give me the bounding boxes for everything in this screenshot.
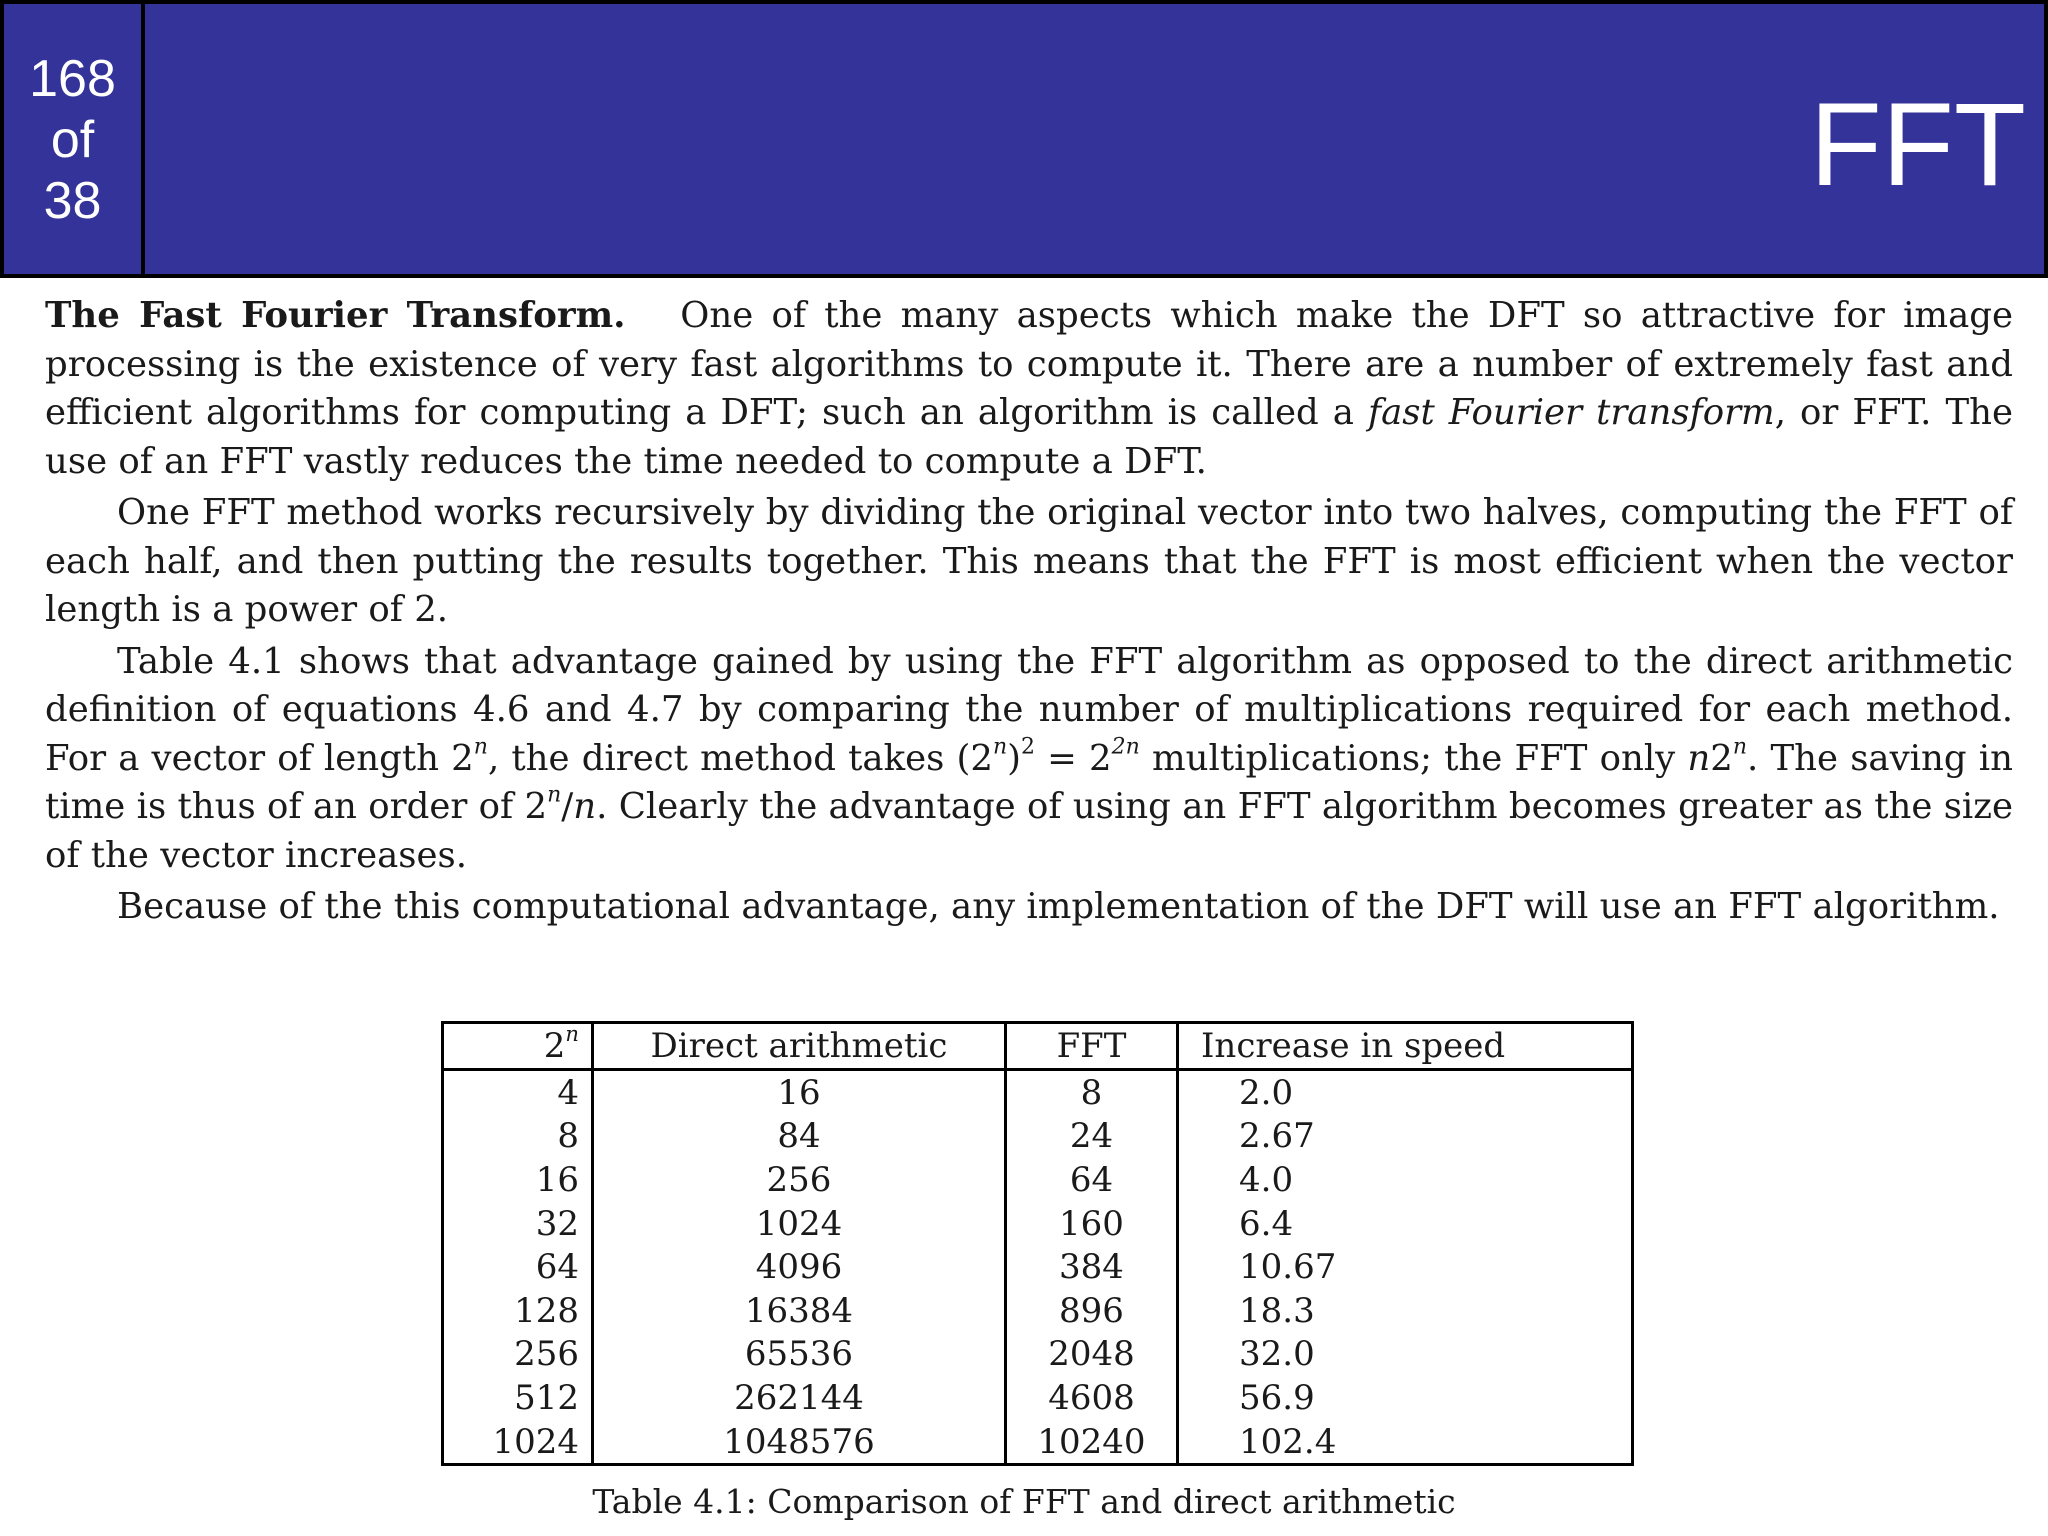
header-increase-in-speed: Increase in speed [1178,1023,1633,1070]
slide-body [45,292,2013,935]
header-direct-arithmetic: Direct arithmetic [593,1023,1006,1070]
page-total: 38 [43,172,102,230]
p3-exp-2: n [992,734,1008,759]
page-number: 168 [29,50,116,108]
p3-exp-5: n [1732,734,1748,759]
table-row: 8 84 24 2.67 [443,1115,1633,1159]
slide-header [0,0,2048,278]
slide-title: FFT [1809,79,2026,211]
p3-exp-4: 2n [1111,734,1140,759]
intro-italic-term: fast Fourier transform [1367,392,1775,433]
fft-comparison-table [441,1021,1634,1466]
paragraph-recursive: One FFT method works recursively by dividing the original vector into two halves, computing the FFT of each half, and then putting the results together. This means that the FFT is most efficient when the vector length is a power of 2. [45,492,2013,630]
p3-f: 2 [1710,737,1733,779]
page-of-label: of [50,111,95,169]
p3-exp-3: 2 [1020,734,1035,759]
paragraph-intro [45,292,2013,486]
table-row: 1024 1048576 10240 102.4 [443,1420,1633,1465]
intro-text-b: , or FFT. The use of an FFT vastly reduces the time needed to compute a DFT. [45,392,2013,482]
p3-var-n: n [1687,737,1711,779]
p3-a: Table 4.1 shows that advantage gained by using the FFT algorithm as opposed to the direct arithmetic definition of equations 4.6 and 4.7 by comparing the number of multiplications required for each method. For a vector of length 2 [45,640,2013,779]
paragraph-table-explanation [45,638,2013,881]
table-row: 32 1024 160 6.4 [443,1202,1633,1246]
p3-var-n2: n [573,786,597,827]
table-row: 256 65536 2048 32.0 [443,1333,1633,1377]
table-row: 128 16384 896 18.3 [443,1289,1633,1333]
p3-e: multiplications; the FFT only [1139,737,1676,779]
table-row: 64 4096 384 10.67 [443,1245,1633,1289]
paragraph-conclusion: Because of the this computational advantage, any implementation of the DFT will use an FFT algorithm. [117,886,2000,927]
table-row: 512 262144 4608 56.9 [443,1376,1633,1420]
p3-d: = 2 [1034,737,1112,779]
header-fft: FFT [1006,1023,1178,1070]
header-power-of-two: 2$^n$ [443,1023,593,1070]
p3-g: . The saving in time is thus of an order of 2 [45,737,2013,827]
title-bar [141,0,2048,278]
p3-h: / [561,786,574,827]
p3-exp-6: n [547,782,562,808]
p3-exp-1: n [473,734,488,759]
table-row: 16 256 64 4.0 [443,1158,1633,1202]
table-row: 4 16 8 2.0 [443,1070,1633,1115]
intro-text-a: One of the many aspects which make the DFT so attractive for image processing is the existence of very fast algorithms to compute it. There are a number of extremely fast and efficient algorithms for computing a DFT; such an algorithm is called a [45,295,2013,433]
p3-i: . Clearly the advantage of using an FFT algorithm becomes greater as the size of the vector increases. [45,786,2013,876]
table-header-row [443,1023,1633,1070]
paragraph-heading: The Fast Fourier Transform. [45,295,626,336]
p3-b: , the direct method takes (2 [487,737,993,779]
p3-c: ) [1007,737,1021,779]
table-caption: Table 4.1: Comparison of FFT and direct arithmetic [592,1482,1456,1521]
page-counter [0,0,145,278]
